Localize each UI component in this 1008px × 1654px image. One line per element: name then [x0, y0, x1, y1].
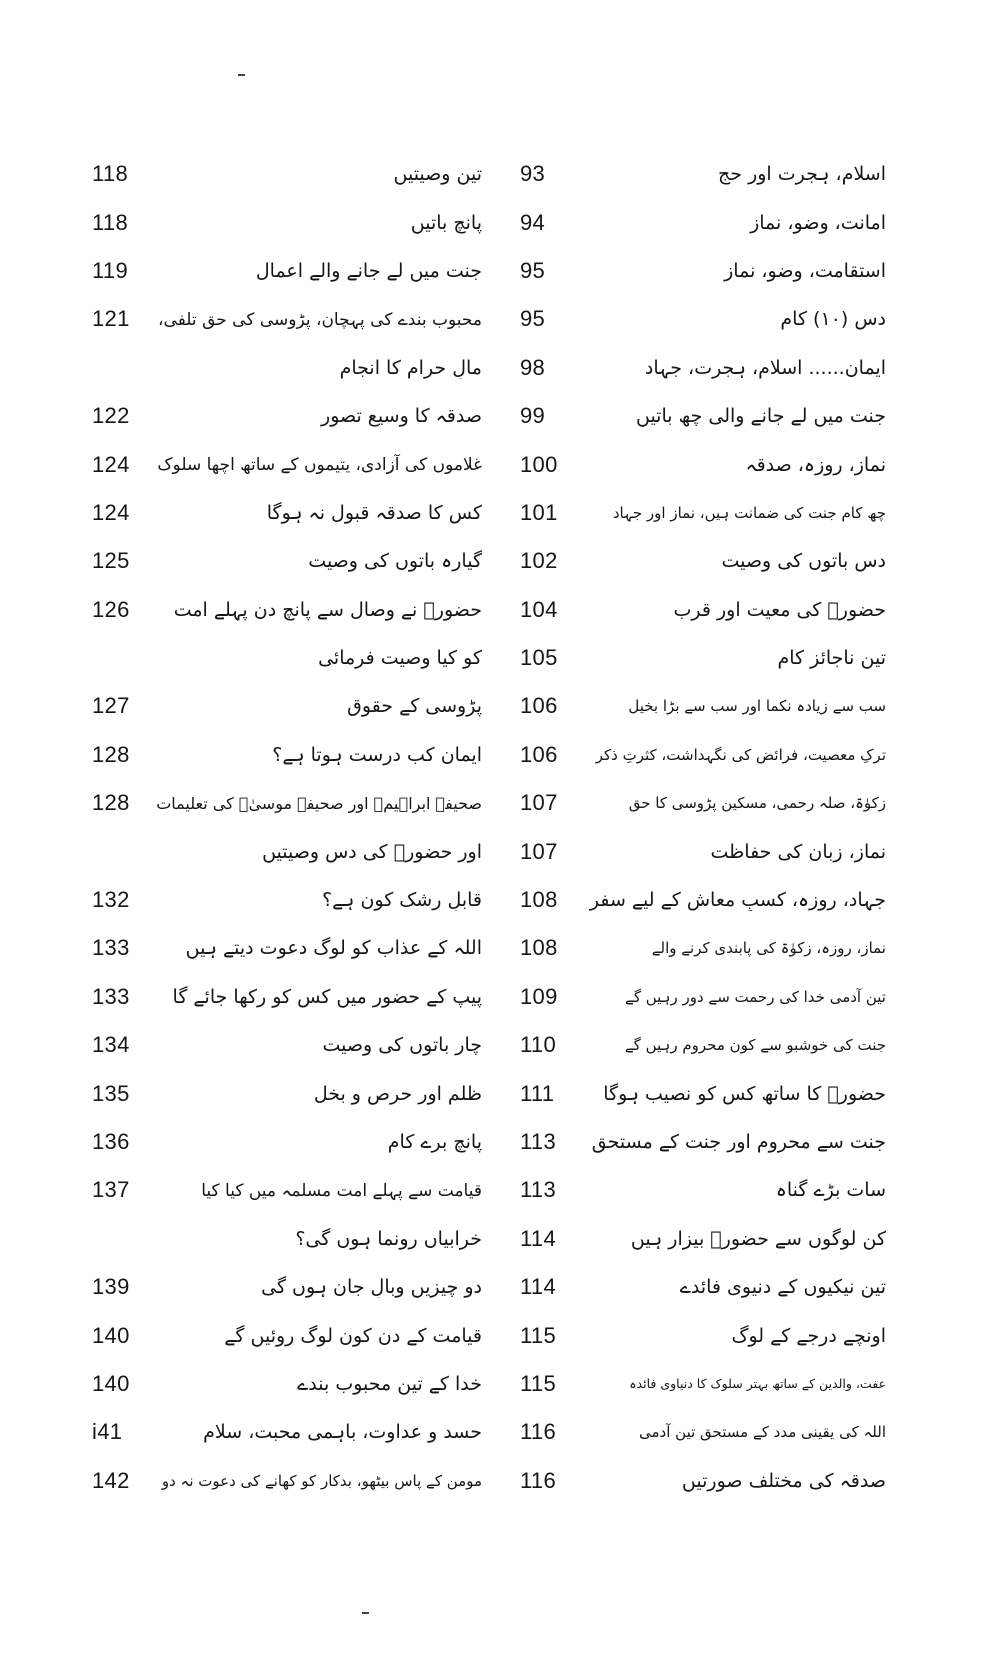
- speck-mark: [362, 1612, 369, 1614]
- toc-entry-title: خدا کے تین محبوب بندے: [297, 1372, 482, 1395]
- toc-page-number: 104: [520, 596, 558, 622]
- toc-entry: [92, 634, 482, 682]
- toc-entry: [92, 440, 482, 488]
- toc-entry-title: ایمان کب درست ہوتا ہے؟: [272, 743, 482, 766]
- toc-entry-title: پانچ باتیں: [410, 211, 482, 234]
- toc-entry: [92, 731, 482, 779]
- toc-entry: [520, 1360, 886, 1408]
- toc-entry-title: مومن کے پاس بیٹھو، بدکار کو کھانے کی دعوت نہ دو: [161, 1471, 482, 1490]
- toc-entry: [92, 344, 482, 392]
- toc-entry: [92, 247, 482, 295]
- toc-entry-title: اونچے درجے کے لوگ: [731, 1324, 886, 1347]
- toc-entry-title: دس باتوں کی وصیت: [721, 550, 886, 573]
- toc-entry-title: استقامت، وضو، نماز: [724, 259, 886, 282]
- toc-entry-title: پانچ برے کام: [387, 1131, 482, 1153]
- toc-page-number: 125: [92, 548, 130, 574]
- toc-page-number: 132: [92, 887, 130, 913]
- toc-page-number: 133: [92, 983, 130, 1009]
- toc-page-number: 110: [520, 1032, 556, 1058]
- toc-page-number: 113: [520, 1129, 556, 1154]
- toc-entry-title: حضورؐ نے وصال سے پانچ دن پہلے امت: [173, 598, 482, 621]
- toc-page-number: 122: [92, 403, 130, 429]
- toc-page-number: 115: [520, 1370, 556, 1396]
- toc-entry: [92, 1069, 482, 1117]
- toc-entry: [520, 731, 886, 779]
- toc-entry: [520, 198, 886, 246]
- toc-entry: [520, 1215, 886, 1263]
- toc-entry: [92, 1457, 482, 1505]
- toc-entry: [520, 779, 886, 827]
- toc-entry-title: جنت میں لے جانے والی چھ باتیں: [635, 405, 886, 428]
- speck-mark: [238, 74, 245, 76]
- toc-page-number: 109: [520, 983, 558, 1009]
- toc-page-number: 139: [92, 1274, 130, 1300]
- toc-entry: [92, 198, 482, 246]
- toc-entry-title: ترکِ معصیت، فرائض کی نگہداشت، کثرتِ ذکر: [595, 745, 886, 764]
- toc-page-number: 98: [520, 354, 546, 380]
- toc-entry: [92, 1166, 482, 1214]
- toc-entry: [520, 1118, 886, 1166]
- toc-page-number: 136: [92, 1129, 130, 1154]
- toc-page-number: 124: [92, 451, 130, 477]
- toc-page-number: 107: [520, 790, 558, 816]
- toc-entry-title: تین نیکیوں کے دنیوی فائدے: [679, 1276, 886, 1299]
- toc-entry: [520, 876, 886, 924]
- toc-entry-title: تین وصیتیں: [393, 163, 482, 186]
- toc-page-number: 116: [520, 1467, 556, 1493]
- toc-entry-title: صحیفۂ ابراہیمؑ اور صحیفۂ موسیٰؑ کی تعلیمات: [156, 793, 482, 813]
- toc-entry: [92, 924, 482, 972]
- toc-entry-title: نماز، روزہ، زکوٰۃ کی پابندی کرنے والے: [651, 939, 886, 958]
- toc-entry: [520, 1166, 886, 1214]
- toc-entry: [92, 295, 482, 343]
- toc-entry: [92, 392, 482, 440]
- toc-entry: [92, 1311, 482, 1359]
- toc-entry: [92, 876, 482, 924]
- toc-page-number: i41: [92, 1419, 123, 1445]
- toc-page-number: 142: [92, 1467, 130, 1493]
- toc-page-number: 119: [92, 257, 128, 283]
- toc-page-number: 108: [520, 935, 558, 961]
- toc-entry-title: اسلام، ہجرت اور حج: [718, 163, 886, 186]
- toc-page-number: 116: [520, 1419, 556, 1445]
- toc-entry-title: سات بڑے گناہ: [775, 1179, 886, 1202]
- toc-entry: [520, 634, 886, 682]
- toc-page-number: 115: [520, 1322, 556, 1348]
- toc-entry: [520, 1069, 886, 1117]
- toc-page-number: 113: [520, 1177, 556, 1203]
- toc-page-number: 106: [520, 693, 558, 719]
- toc-entry-title: امانت، وضو، نماز: [750, 211, 886, 234]
- toc-page-number: 124: [92, 499, 130, 525]
- toc-entry: [520, 973, 886, 1021]
- toc-entry: [520, 1311, 886, 1359]
- toc-entry-title: گیارہ باتوں کی وصیت: [308, 550, 482, 573]
- toc-page-number: 95: [520, 257, 546, 283]
- toc-entry: [92, 1021, 482, 1069]
- toc-page-number: 128: [92, 790, 130, 816]
- toc-entry: [520, 1408, 886, 1456]
- toc-entry: [520, 924, 886, 972]
- toc-entry: [520, 537, 886, 585]
- toc-entry: [92, 1360, 482, 1408]
- toc-entry-title: غلاموں کی آزادی، یتیموں کے ساتھ اچھا سلوک: [157, 455, 482, 476]
- toc-entry-title: صدقہ کا وسیع تصور: [321, 405, 482, 428]
- toc-page-number: 118: [92, 209, 128, 235]
- toc-entry-title: دس (۱۰) کام: [780, 308, 886, 331]
- toc-entry: [92, 973, 482, 1021]
- toc-page-number: 94: [520, 209, 546, 235]
- toc-page-number: 93: [520, 161, 546, 187]
- toc-entry: [92, 1408, 482, 1456]
- toc-entry-title: قابلِ رشک کون ہے؟: [322, 889, 482, 912]
- toc-entry-title: عفت، والدین کے ساتھ بہتر سلوک کا دنیاوی فائدہ: [629, 1376, 886, 1392]
- toc-entry: [520, 1021, 886, 1069]
- toc-page-number: 121: [92, 306, 130, 332]
- toc-entry-title: تین ناجائز کام: [777, 647, 886, 670]
- toc-entry-title: نماز، زبان کی حفاظت: [710, 840, 886, 863]
- toc-entry-title: خرابیاں رونما ہوں گی؟: [295, 1227, 482, 1250]
- toc-entry-title: دو چیزیں وبالِ جان ہوں گی: [261, 1276, 482, 1299]
- toc-entry: [520, 827, 886, 875]
- toc-entry-title: کو کیا وصیت فرمائی: [318, 647, 482, 670]
- toc-page-number: 134: [92, 1032, 130, 1058]
- toc-entry: [520, 586, 886, 634]
- toc-entry-title: قیامت سے پہلے امت مسلمہ میں کیا کیا: [201, 1180, 482, 1201]
- toc-entry-title: اور حضورؐ کی دس وصیتیں: [262, 840, 482, 863]
- toc-entry-title: چھ کام جنت کی ضمانت ہیں، نماز اور جہاد: [612, 503, 886, 522]
- toc-entry: [520, 440, 886, 488]
- toc-entry: [92, 1215, 482, 1263]
- toc-entry: [92, 779, 482, 827]
- toc-entry-title: زکوٰۃ، صلہ رحمی، مسکین پڑوسی کا حق: [628, 794, 886, 813]
- toc-entry-title: اللہ کی یقینی مدد کے مستحق تین آدمی: [639, 1423, 886, 1442]
- toc-entry-title: کن لوگوں سے حضورؐ بیزار ہیں: [630, 1227, 886, 1250]
- toc-page-number: 114: [520, 1274, 556, 1300]
- toc-entry-title: جنت کی خوشبو سے کون محروم رہیں گے: [624, 1036, 886, 1055]
- toc-entry-title: جہاد، روزہ، کسبِ معاش کے لیے سفر: [589, 889, 886, 912]
- toc-entry-title: حضورؐ کی معیت اور قرب: [673, 598, 886, 621]
- toc-entry-title: چار باتوں کی وصیت: [322, 1034, 482, 1057]
- toc-page-number: 133: [92, 935, 130, 961]
- toc-entry: [92, 150, 482, 198]
- toc-page-number: 99: [520, 403, 546, 429]
- toc-page-number: 95: [520, 306, 546, 332]
- toc-entry-title: محبوب بندے کی پہچان، پڑوسی کی حق تلفی،: [158, 309, 482, 330]
- toc-entry-title: حسد و عداوت، باہمی محبت، سلام: [203, 1421, 482, 1444]
- toc-page-number: 135: [92, 1080, 130, 1106]
- toc-page-number: 127: [92, 693, 130, 719]
- toc-left-column: [92, 150, 482, 1505]
- toc-entry: [92, 537, 482, 585]
- toc-entry: [520, 295, 886, 343]
- toc-page-number: 111: [520, 1080, 555, 1106]
- toc-page-number: 128: [92, 741, 130, 767]
- toc-entry: [520, 1457, 886, 1505]
- toc-entry: [92, 1118, 482, 1166]
- toc-page-number: 118: [92, 161, 128, 187]
- toc-entry: [520, 344, 886, 392]
- toc-entry-title: قیامت کے دن کون لوگ روئیں گے: [224, 1324, 482, 1347]
- toc-entry-title: پڑوسی کے حقوق: [347, 695, 482, 718]
- toc-entry: [92, 489, 482, 537]
- toc-right-column: [520, 150, 886, 1505]
- toc-entry: [92, 1263, 482, 1311]
- toc-entry: [520, 247, 886, 295]
- toc-entry-title: ایمان...... اسلام، ہجرت، جہاد: [644, 356, 886, 379]
- toc-entry: [520, 150, 886, 198]
- toc-entry-title: ظلم اور حرص و بخل: [313, 1082, 482, 1105]
- toc-entry-title: صدقہ کی مختلف صورتیں: [681, 1469, 886, 1492]
- toc-entry: [520, 489, 886, 537]
- toc-entry-title: کس کا صدقہ قبول نہ ہوگا: [266, 501, 482, 524]
- toc-page-number: 105: [520, 645, 558, 671]
- toc-entry: [92, 827, 482, 875]
- toc-entry-title: نماز، روزہ، صدقہ: [745, 453, 886, 476]
- toc-page-number: 137: [92, 1177, 130, 1203]
- toc-entry-title: مالِ حرام کا انجام: [339, 356, 482, 379]
- toc-entry-title: سب سے زیادہ نکما اور سب سے بڑا بخیل: [628, 697, 886, 716]
- toc-page-number: 126: [92, 596, 130, 622]
- toc-page-number: 102: [520, 548, 558, 574]
- toc-page-number: 140: [92, 1322, 130, 1348]
- toc-entry: [520, 682, 886, 730]
- toc-page-number: 114: [520, 1225, 556, 1251]
- toc-entry: [520, 392, 886, 440]
- toc-page-number: 140: [92, 1370, 130, 1396]
- toc-entry-title: جنت میں لے جانے والے اعمال: [255, 259, 482, 282]
- toc-page-number: 100: [520, 451, 558, 477]
- toc-entry-title: جنت سے محروم اور جنت کے مستحق: [591, 1131, 886, 1153]
- toc-entry: [520, 1263, 886, 1311]
- toc-entry: [92, 586, 482, 634]
- toc-page-number: 106: [520, 741, 558, 767]
- toc-entry-title: حضورؐ کا ساتھ کس کو نصیب ہوگا: [603, 1082, 886, 1105]
- toc-page-number: 107: [520, 838, 558, 864]
- toc-entry-title: تین آدمی خدا کی رحمت سے دور رہیں گے: [625, 987, 886, 1006]
- toc-page-number: 108: [520, 887, 558, 913]
- toc-entry-title: اللہ کے عذاب کو لوگ دعوت دیتے ہیں: [185, 937, 482, 960]
- toc-entry: [92, 682, 482, 730]
- toc-page-number: 101: [520, 499, 558, 525]
- toc-entry-title: پیپ کے حضور میں کس کو رکھا جائے گا: [172, 985, 482, 1008]
